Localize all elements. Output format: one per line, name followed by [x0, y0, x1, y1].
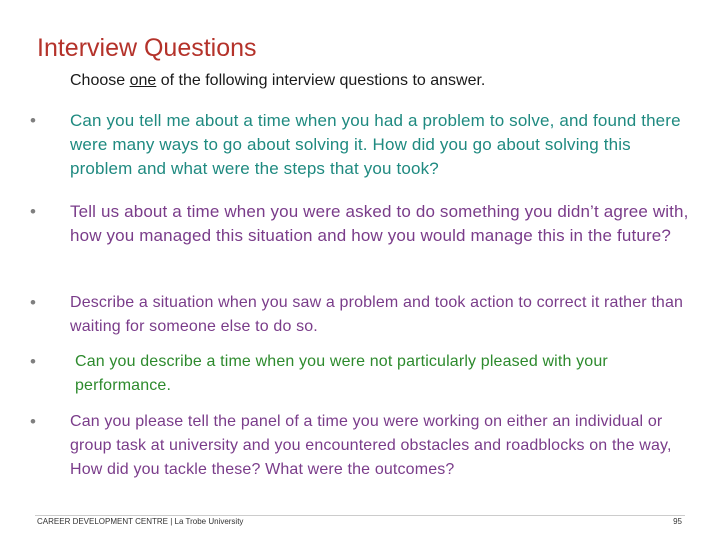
bullet-icon: • [30, 111, 36, 130]
question-item-4 [30, 350, 690, 398]
question-item-5 [30, 410, 690, 482]
bullet-icon: • [30, 352, 36, 371]
instruction-before: Choose [70, 72, 130, 89]
bullet-icon: • [30, 202, 36, 221]
instruction-emphasis: one [129, 72, 157, 89]
instruction-after: of the following interview questions to answer. [156, 72, 486, 89]
question-item-2 [30, 200, 690, 248]
question-item-1 [30, 109, 690, 181]
question-item-3 [30, 291, 690, 339]
question-text-5: Can you please tell the panel of a time you were working on either an individual or group task at university and you encountered obstacles and roadblocks on the way, How did you tackle these? What were the outcomes? [70, 413, 672, 478]
question-text-3: Describe a situation when you saw a problem and took action to correct it rather than waiting for someone else to do so. [70, 294, 684, 335]
instruction-text [70, 72, 485, 90]
question-text-1: Can you tell me about a time when you had a problem to solve, and found there were many ways to go about solving it. How did you go about solving this problem and what were the steps that you took? [70, 111, 681, 178]
slide-title: Interview Questions [37, 34, 257, 62]
question-text-2: Tell us about a time when you were asked to do something you didn’t agree with, how you managed this situation and how you would manage this in the future? [70, 202, 689, 245]
bullet-icon: • [30, 293, 36, 312]
footer-text: CAREER DEVELOPMENT CENTRE | La Trobe University [37, 517, 244, 526]
footer-divider [35, 515, 685, 516]
bullet-icon: • [30, 412, 36, 431]
page-number: 95 [673, 517, 682, 526]
question-text-4: Can you describe a time when you were not particularly pleased with your performance. [75, 353, 608, 394]
